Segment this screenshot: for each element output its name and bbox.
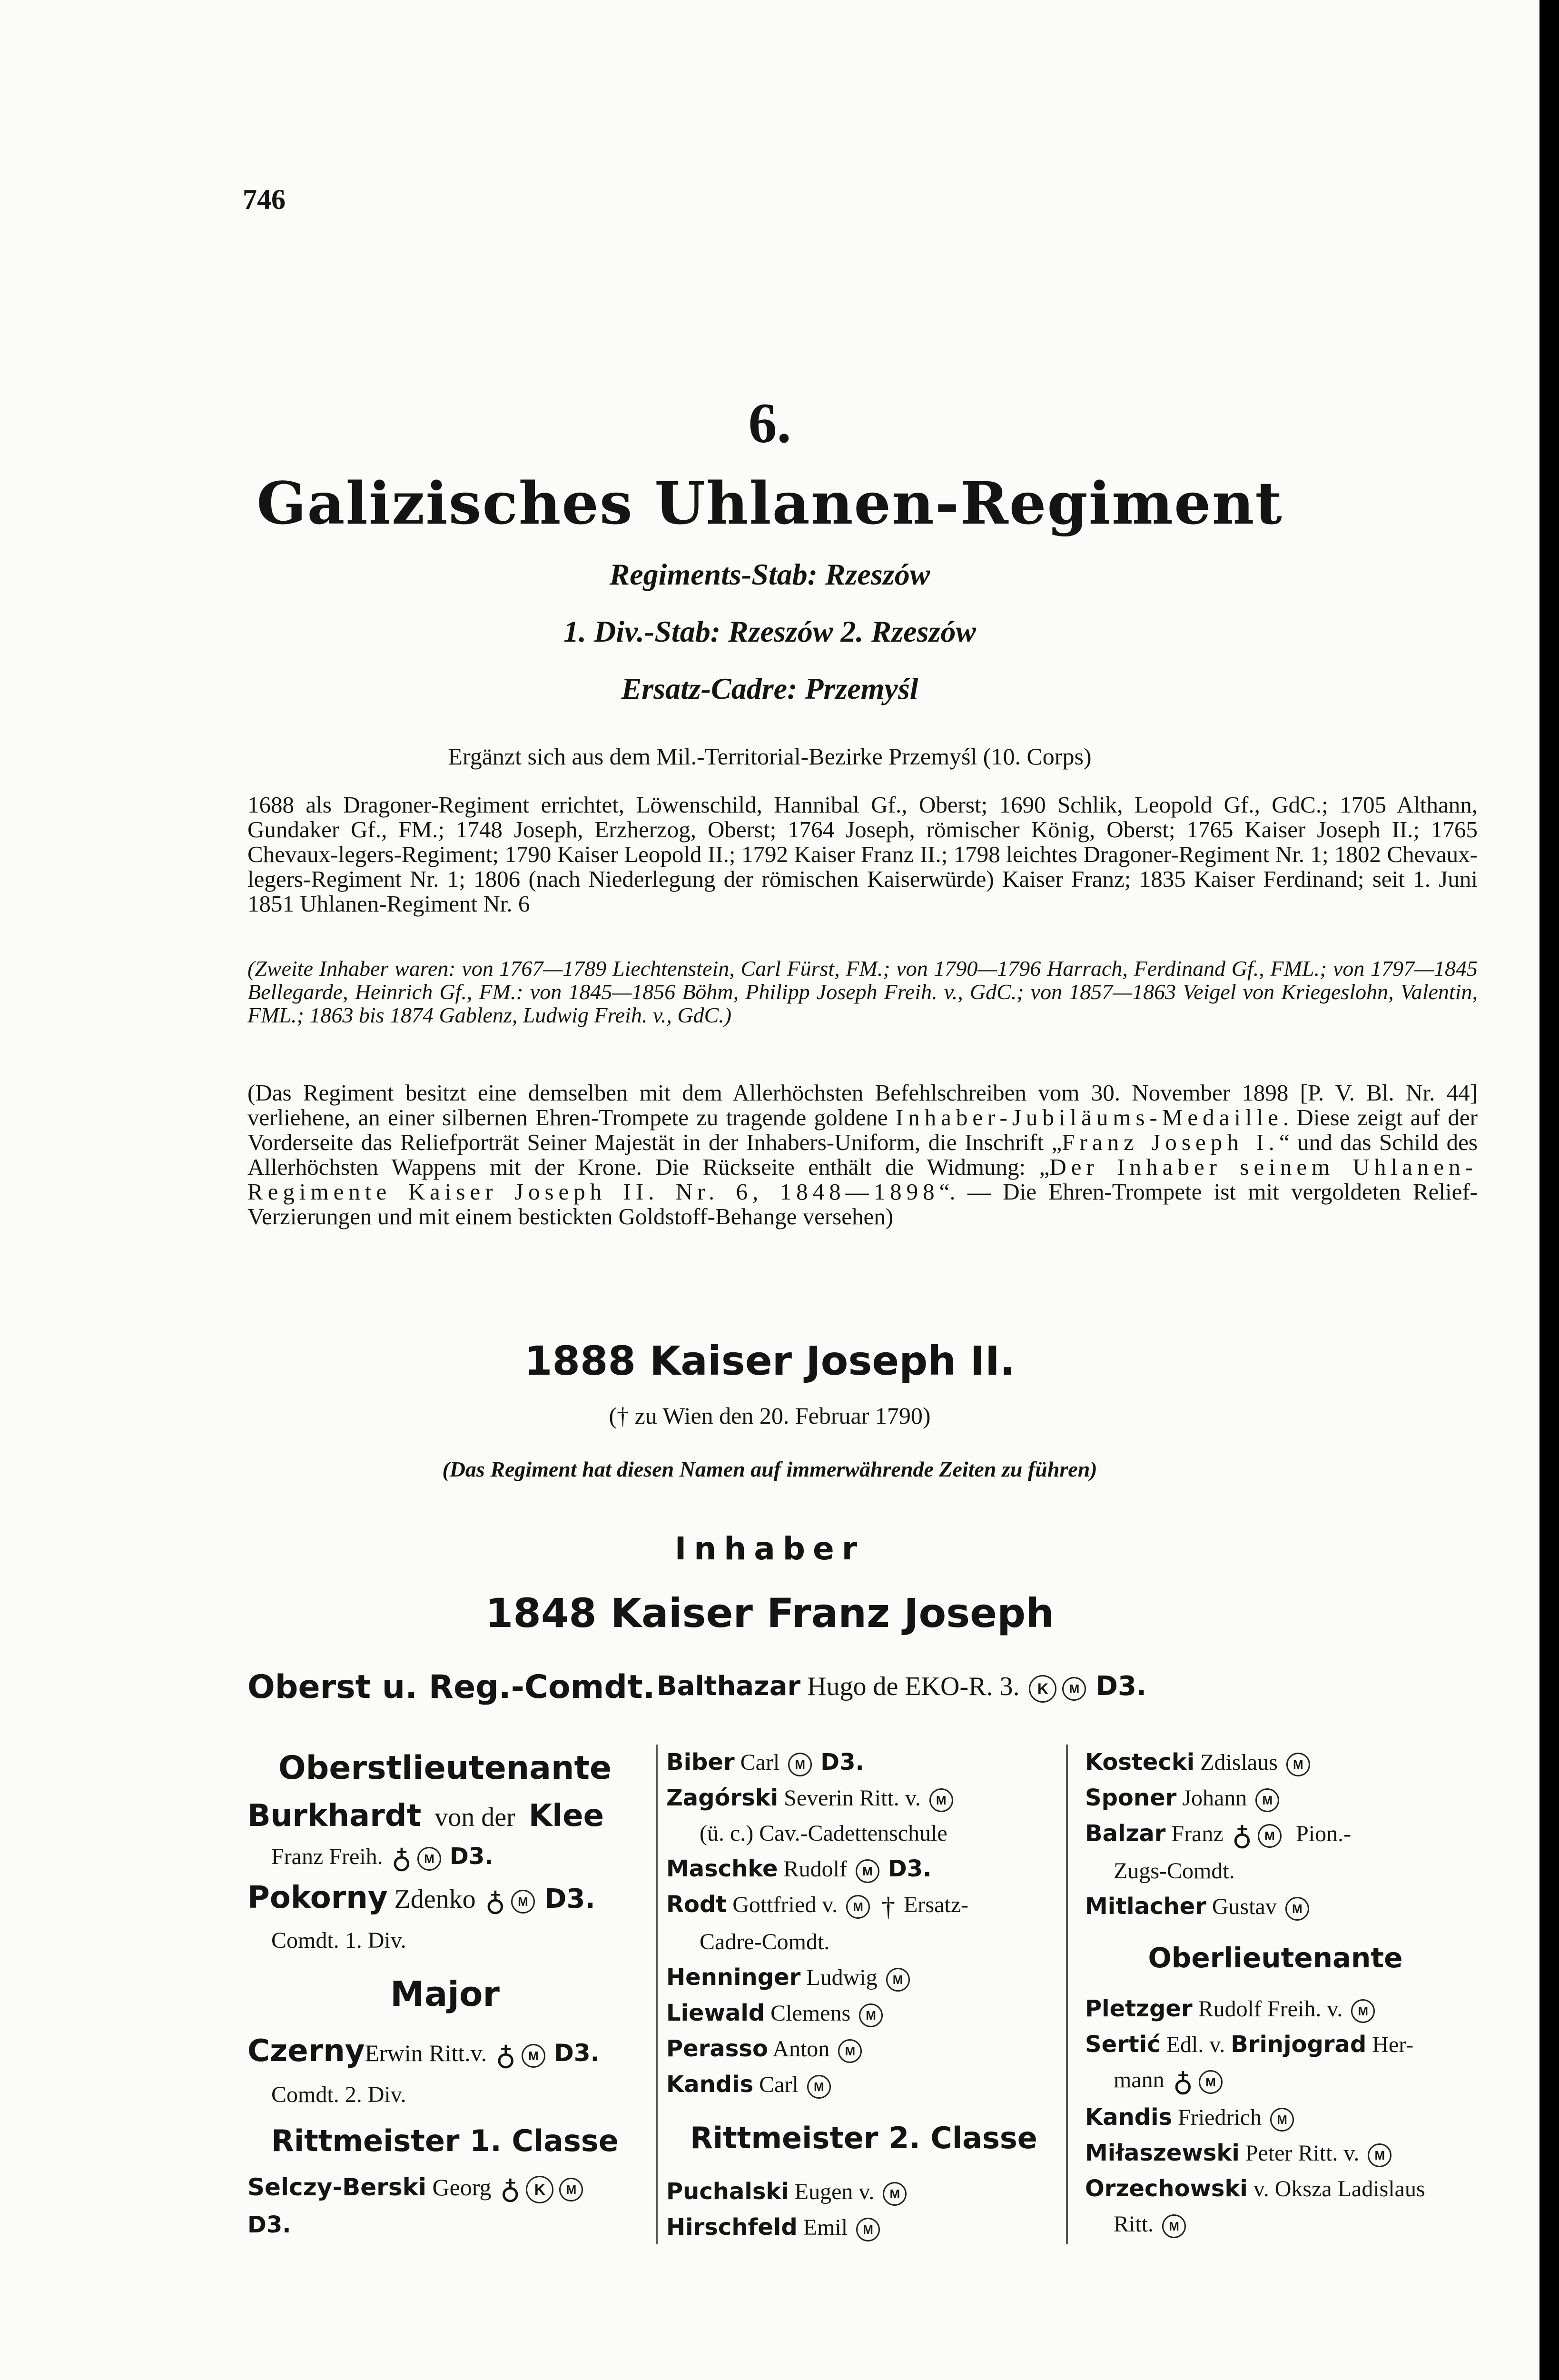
- entry-kandis-friedrich: Kandis Friedrich M: [1085, 2100, 1466, 2135]
- commander-entry: Balthazar Hugo de EKO-R. 3. K M D3.: [657, 1671, 1146, 1703]
- entry-selczy-cont: D3.: [247, 2211, 291, 2239]
- commander-rank: Oberst u. Reg.-Comdt.: [247, 1668, 655, 1706]
- entry-rodt-cont: Cadre-Comdt.: [700, 1929, 830, 1954]
- namesake-death: († zu Wien den 20. Februar 1790): [609, 1402, 931, 1429]
- namesake-title: 1888 Kaiser Joseph II.: [524, 1338, 1015, 1384]
- inscription: Franz Joseph I.: [1062, 1129, 1279, 1155]
- entry-orzechowski-cont: Ritt. M: [1085, 2207, 1466, 2242]
- section-oberstleutnante: Oberstlieutenante: [278, 1749, 612, 1787]
- trumpet-text-3: “ und das Schild des Allerhöchsten Wappens mit der Krone. Die Rückseite enthält die Widmung: „: [247, 1129, 1478, 1180]
- entry-zagorski: Zagórski Severin Ritt. v. M: [666, 1780, 1061, 1816]
- section-rittmeister-2: Rittmeister 2. Classe: [690, 2120, 1037, 2155]
- entry-kandis-carl: Kandis Carl M: [666, 2067, 1061, 2102]
- column-1: [247, 1742, 642, 2243]
- entry-czerny: CzernyErwin Ritt.v. ♁ M D3.: [247, 2033, 600, 2071]
- k-badge: K: [1029, 1675, 1056, 1703]
- section-rittmeister-1: Rittmeister 1. Classe: [271, 2123, 619, 2158]
- entry-liewald: Liewald Clemens M: [666, 1995, 1061, 2031]
- column-2: [666, 1745, 1061, 2245]
- entry-sertic-cont: mann ♁ M: [1085, 2063, 1466, 2100]
- medal-name: Inhaber-Jubiläums-Medaille: [895, 1104, 1283, 1130]
- regiment-title: Galizisches Uhlanen-Regiment: [257, 469, 1283, 537]
- entry-balzar: Balzar Franz ♁ M Pion.-: [1085, 1820, 1352, 1851]
- dedication: Der Inhaber seinem Uhlanen-Regimente Kaiser Joseph II. Nr. 6, 1848—1898: [247, 1154, 1478, 1205]
- entry-burkhardt: Burkhardt von der Klee: [247, 1798, 604, 1834]
- entry-perasso: Perasso Anton M: [666, 2031, 1061, 2067]
- entry-pokorny: Pokorny Zdenko ♁ M D3.: [247, 1880, 595, 1917]
- m-badge: M: [1062, 1677, 1086, 1701]
- entry-kostecki: Kostecki Zdislaus M: [1085, 1745, 1466, 1780]
- entry-mitlacher: Mitlacher Gustav M: [1085, 1889, 1466, 1924]
- entry-sponer: Sponer Johann M: [1085, 1780, 1466, 1816]
- owner-label: Inhaber: [674, 1530, 865, 1567]
- complement-line: Ergänzt sich aus dem Mil.-Territorial-Bezirke Przemyśl (10. Corps): [448, 743, 1092, 770]
- entry-pletzger: Pletzger Rudolf Freih. v. M: [1085, 1991, 1466, 2027]
- entry-henninger: Henninger Ludwig M: [666, 1960, 1061, 1995]
- history-paragraph: 1688 als Dragoner-Regiment errichtet, Löwenschild, Hannibal Gf., Oberst; 1690 Schlik, Leopold Gf., GdC.; 1705 Althann, Gundaker Gf., FM.; 1748 Joseph, Erzherzog, Oberst; 1764 Joseph, römischer König, Oberst; 1765 Kaiser Joseph II.; 1765 Chevaux-legers-Regiment; 1790 Kaiser Leopold II.; 1792 Kaiser Franz II.; 1798 leichtes Dragoner-Regiment Nr. 1; 1802 Chevaux-legers-Regiment Nr. 1; 1806 (nach Niederlegung der römischen Kaiserwürde) Kaiser Franz; 1835 Kaiser Ferdinand; seit 1. Juni 1851 Uhlanen-Regiment Nr. 6: [247, 792, 1478, 917]
- second-owners-paragraph: (Zweite Inhaber waren: von 1767—1789 Liechtenstein, Carl Fürst, FM.; von 1790—1796 Harrach, Ferdinand Gf., FML.; von 1797—1845 Bellegarde, Heinrich Gf., FM.: von 1845—1856 Böhm, Philipp Joseph Freih. v., GdC.; von 1857—1863 Veigel von Kriegeslohn, Valentin, FML.; 1863 bis 1874 Gablenz, Ludwig Freih. v., GdC.): [247, 956, 1478, 1027]
- entry-selczy: Selczy-Berski Georg ♁ K M: [247, 2170, 642, 2208]
- column-3: [1085, 1745, 1466, 2242]
- section-oberleutnante: Oberlieutenante: [1148, 1941, 1403, 1974]
- entry-rodt: Rodt Gottfried v. M † Ersatz-: [666, 1891, 968, 1922]
- entry-zagorski-cont: (ü. c.) Cav.-Cadettenschule: [700, 1821, 947, 1846]
- entry-sertic: Sertić Edl. v. Brinjograd Her-: [1085, 2031, 1414, 2058]
- trumpet-text-4: “. — Die Ehren-Trompete ist mit vergoldeten Relief-Verzierungen und mit einem bestickten Goldstoff-Behange versehen): [247, 1179, 1478, 1230]
- division-line: 1. Div.-Stab: Rzeszów 2. Rzeszów: [563, 615, 977, 648]
- column-divider: [656, 1745, 658, 2244]
- namesake-note: (Das Regiment hat diesen Namen auf immerwährende Zeiten zu führen): [442, 1457, 1097, 1481]
- entry-czerny-cont: Comdt. 2. Div.: [271, 2082, 406, 2107]
- trumpet-text-1: (Das Regiment besitzt eine demselben mit dem Allerhöchsten Befehlschreiben vom 30. November 1898 [P. V. Bl. Nr. 44] verliehene, an einer silbernen Ehren-Trompete zu tragende goldene: [247, 1080, 1478, 1130]
- entry-maschke: Maschke Rudolf M D3.: [666, 1855, 932, 1882]
- section-major: Major: [390, 1974, 500, 2014]
- entry-hirschfeld: Hirschfeld Emil M: [666, 2210, 1061, 2245]
- trumpet-paragraph: [247, 1081, 1478, 1229]
- entry-biber: Biber Carl M D3.: [666, 1749, 864, 1775]
- page-number: 746: [243, 184, 286, 215]
- entry-balzar-cont: Zugs-Comdt.: [1114, 1858, 1235, 1884]
- entry-burkhardt-cont: Franz Freih. ♁ M D3.: [271, 1843, 493, 1874]
- entry-milaszewski: Miłaszewski Peter Ritt. v. M: [1085, 2135, 1466, 2171]
- column-divider: [1066, 1745, 1068, 2244]
- trumpet-text-2: . Diese zeigt auf der Vorderseite das Reliefporträt Seiner Majestät in der Inhabers-Uniform, die Inschrift „: [247, 1104, 1478, 1155]
- ersatz-line: Ersatz-Cadre: Przemyśl: [621, 672, 918, 705]
- entry-puchalski: Puchalski Eugen v. M: [666, 2174, 1061, 2210]
- regiment-number: 6.: [748, 391, 791, 455]
- staff-line: Regiments-Stab: Rzeszów: [609, 557, 930, 591]
- entry-pokorny-cont: Comdt. 1. Div.: [271, 1928, 406, 1954]
- owner-name: 1848 Kaiser Franz Joseph: [485, 1590, 1055, 1636]
- entry-orzechowski: Orzechowski v. Oksza Ladislaus: [1085, 2175, 1425, 2202]
